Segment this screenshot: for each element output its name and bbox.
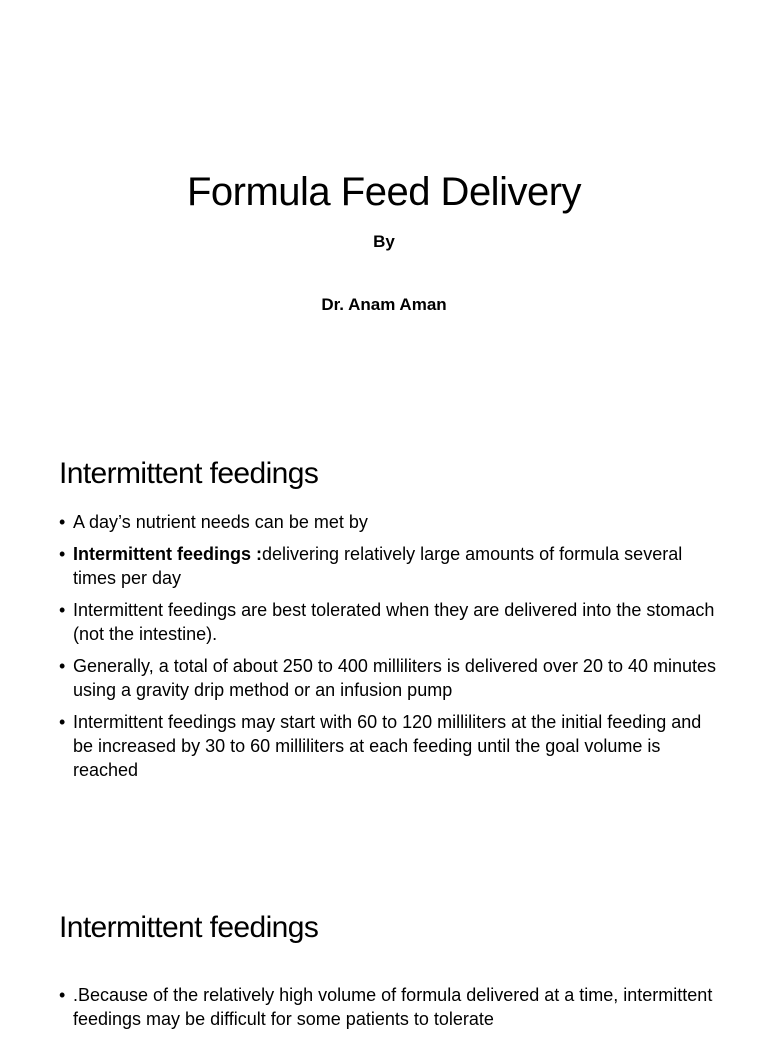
title-slide xyxy=(0,0,768,432)
bullet-item xyxy=(59,710,719,782)
bullet-marker: • xyxy=(59,600,66,620)
bullet-text: Intermittent feedings may start with 60 to 120 milliliters at the initial feeding and be increased by 30 to 60 milliliters at each feeding until the goal volume is reached xyxy=(73,712,702,780)
bullet-item xyxy=(59,654,719,702)
bullet-text: Generally, a total of about 250 to 400 milliliters is delivered over 20 to 40 minutes using a gravity drip method or an infusion pump xyxy=(73,656,717,700)
bullet-marker: • xyxy=(59,544,66,564)
author-name: Dr. Anam Aman xyxy=(321,295,447,314)
bullet-marker: • xyxy=(59,985,66,1005)
bullet-item xyxy=(59,542,719,590)
intermittent-feedings-slide xyxy=(0,432,768,864)
bullet-bold-term: Intermittent feedings : xyxy=(73,544,263,564)
bullet-text: delivering relatively large amounts of formula several times per day xyxy=(73,544,683,588)
intermittent-feedings-slide-continued xyxy=(0,864,768,1029)
bullet-list xyxy=(59,983,719,1039)
by-label: By xyxy=(373,232,395,251)
bullet-marker: • xyxy=(59,656,66,676)
bullet-text: .Because of the relatively high volume of formula delivered at a time, intermittent feedings may be difficult for some patients to tolerate xyxy=(73,985,713,1029)
bullet-marker: • xyxy=(59,712,66,732)
slide-heading: Intermittent feedings xyxy=(59,457,319,490)
bullet-marker: • xyxy=(59,512,66,532)
bullet-list xyxy=(59,510,719,790)
slide-heading: Intermittent feedings xyxy=(59,911,319,944)
bullet-item xyxy=(59,598,719,646)
presentation-title: Formula Feed Delivery xyxy=(186,170,582,214)
bullet-item xyxy=(59,510,719,534)
bullet-text: Intermittent feedings are best tolerated when they are delivered into the stomach (not the intestine). xyxy=(73,600,715,644)
bullet-text: A day’s nutrient needs can be met by xyxy=(73,512,368,532)
